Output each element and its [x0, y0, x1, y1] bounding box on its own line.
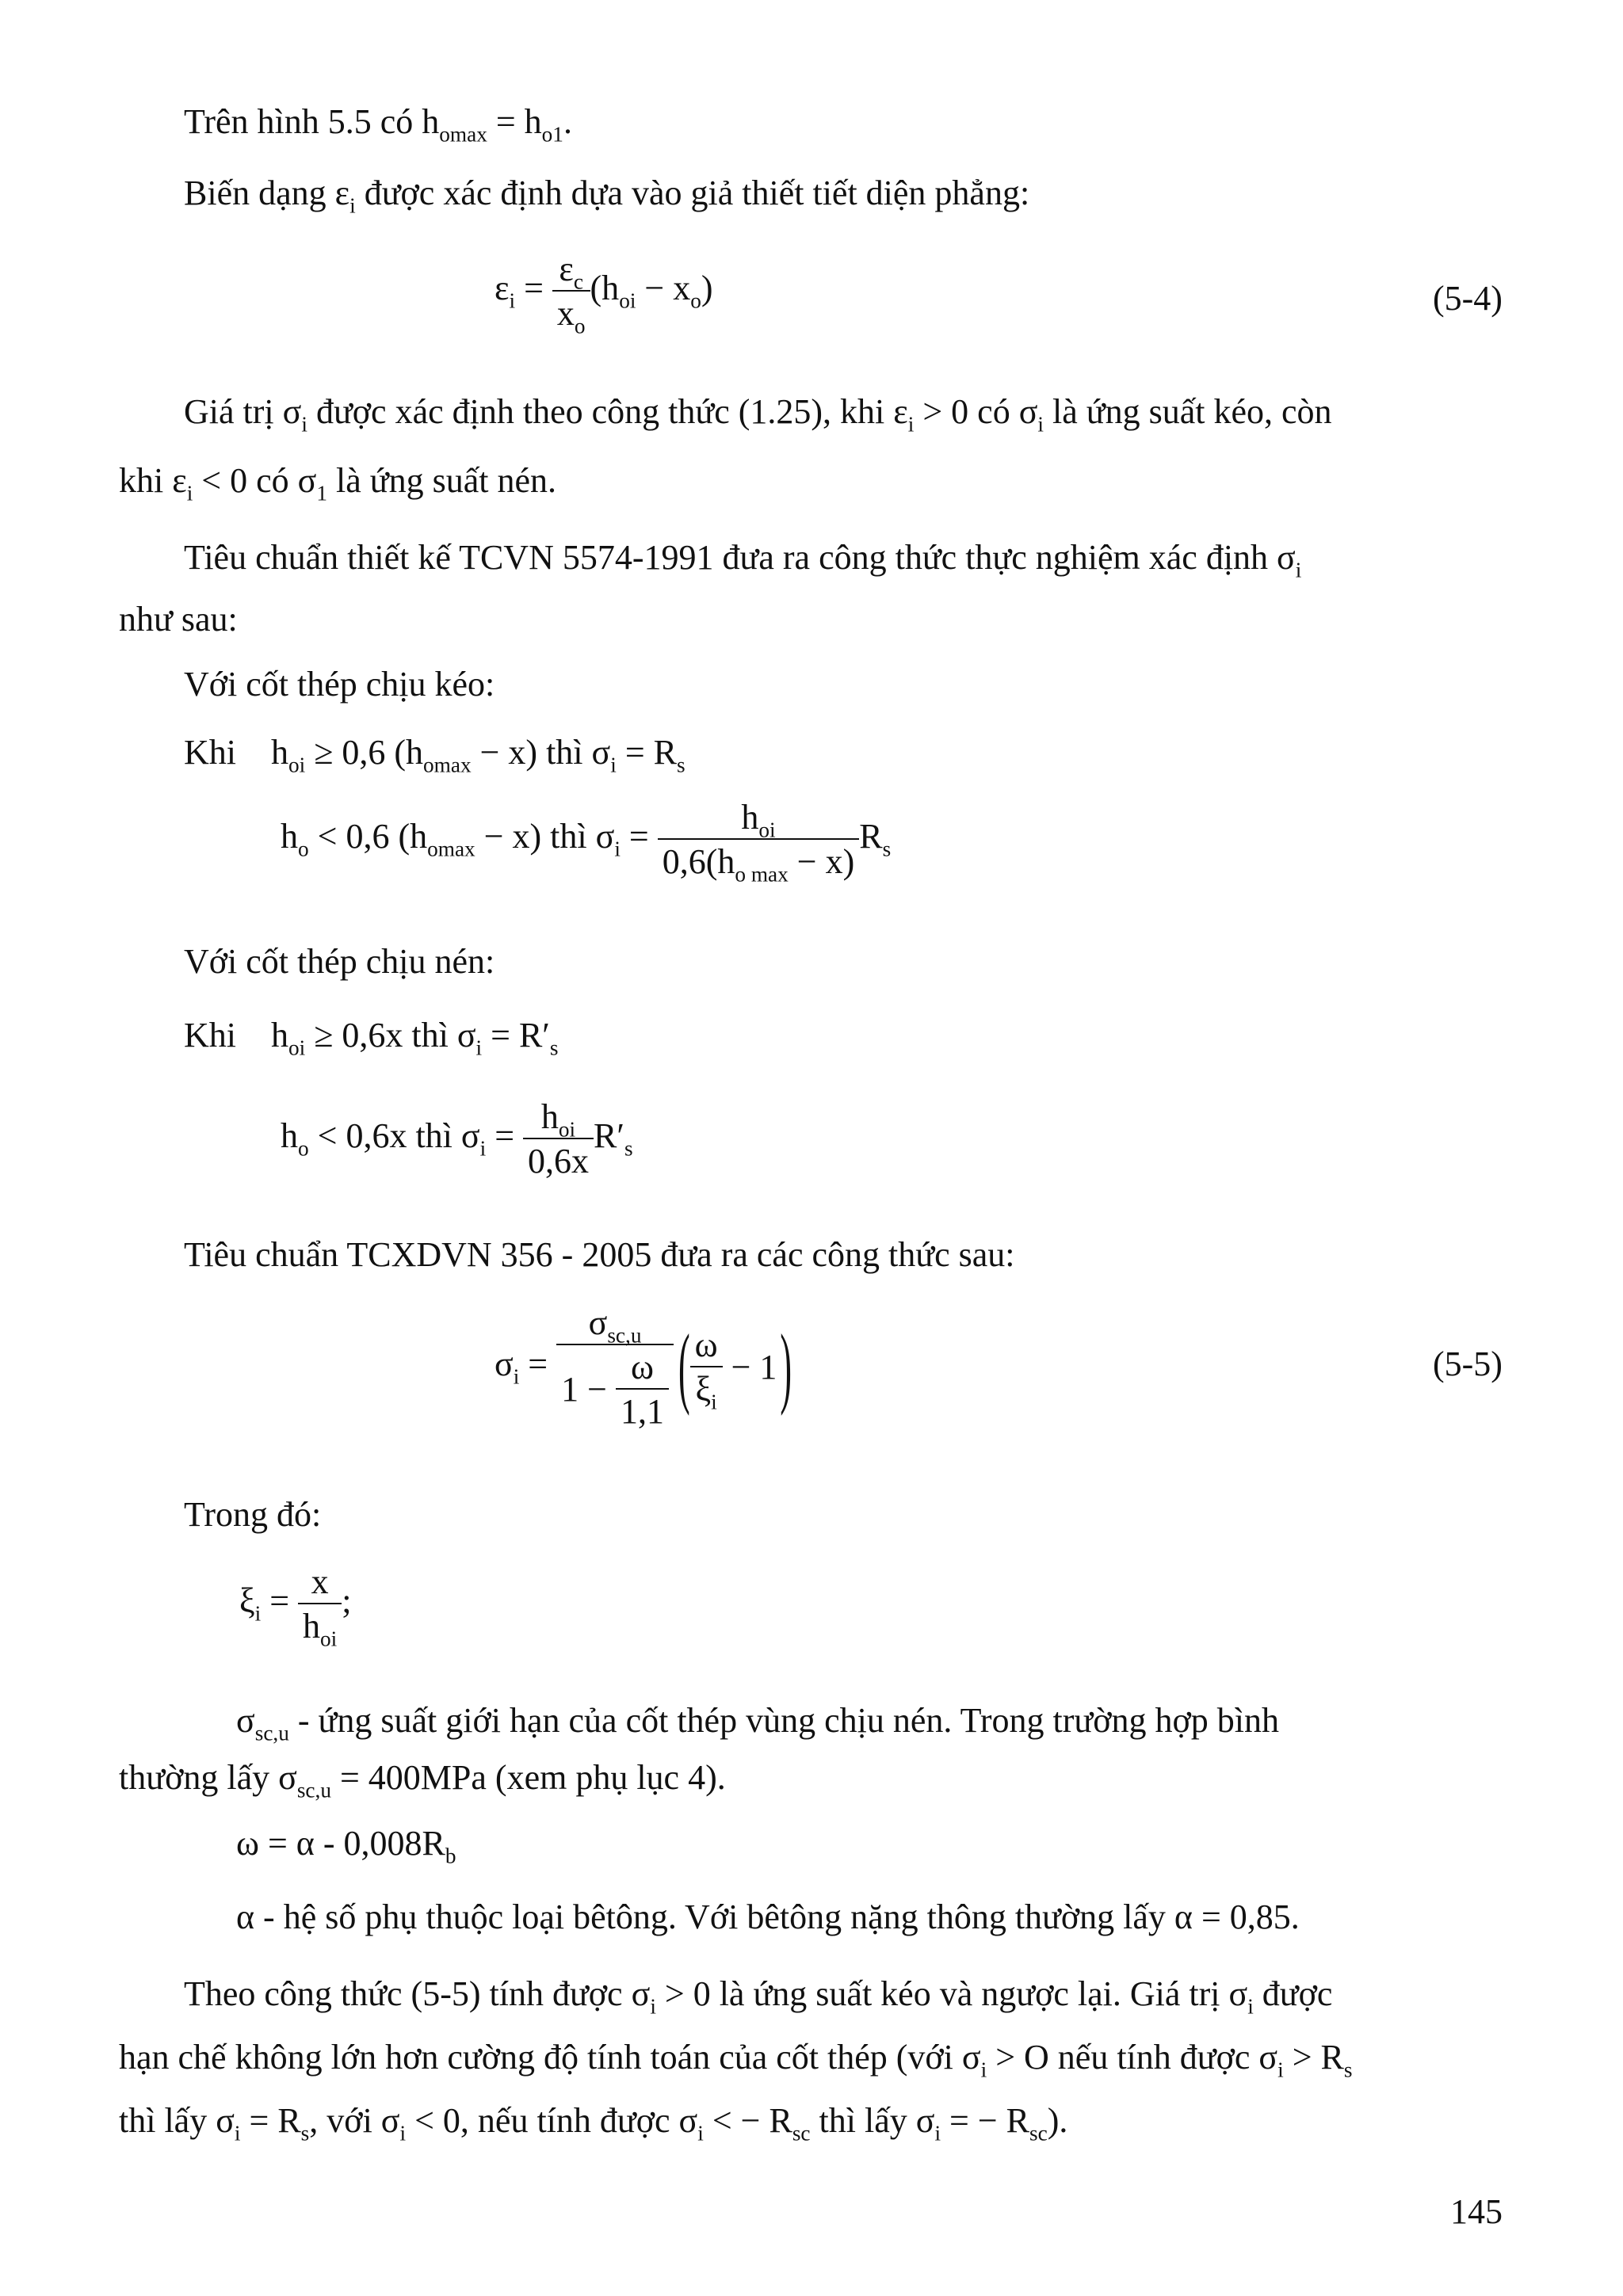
subscript: i — [513, 1364, 520, 1389]
text-span: ). — [1047, 2101, 1068, 2140]
eq-symbol: h — [540, 1097, 559, 1136]
fraction — [658, 798, 860, 887]
condition-line-compression-2 — [281, 1097, 633, 1180]
fraction — [552, 250, 590, 338]
eq-symbol: σ — [588, 1303, 608, 1342]
eq-term: − 1 — [722, 1348, 777, 1386]
text-span: − x) thì σ — [471, 733, 611, 772]
text-span: được — [1253, 1974, 1333, 2013]
eq-symbol: ε — [559, 250, 574, 288]
eq-symbol: R — [859, 817, 883, 856]
text-span: < 0,6 (h — [308, 817, 428, 856]
equation-5-4 — [495, 250, 713, 338]
subscript: s — [1343, 2058, 1353, 2082]
text-span: khi ε — [119, 461, 187, 500]
subscript: i — [907, 412, 915, 437]
condition-line-tension-2 — [281, 798, 892, 887]
equation-number: (5-4) — [1433, 279, 1503, 318]
text-span: > O nếu tính được σ — [987, 2038, 1278, 2077]
fraction-denominator: 0,6x — [523, 1138, 594, 1179]
text-line-homax — [184, 102, 572, 147]
condition-line-tension-1 — [184, 733, 685, 777]
subscript: s — [300, 2121, 310, 2145]
text-span: Biến dạng ε — [184, 174, 350, 212]
subscript: sc — [1029, 2121, 1048, 2145]
subscript: sc,u — [254, 1721, 289, 1745]
eq-term: ) — [701, 269, 713, 308]
fraction-denominator — [658, 838, 860, 887]
text-span: thì lấy σ — [119, 2101, 235, 2140]
subscript: sc — [792, 2121, 811, 2145]
text-span: - ứng suất giới hạn của cốt thép vùng chịu nén. Trong trường hợp bình — [288, 1701, 1280, 1740]
fraction — [556, 1303, 674, 1431]
text-line — [119, 2101, 1068, 2145]
equation-5-5 — [495, 1303, 792, 1431]
text-line: như sau: — [119, 600, 238, 639]
fraction — [523, 1097, 594, 1180]
subscript: i — [254, 1601, 262, 1626]
right-paren: ) — [780, 1316, 792, 1417]
text-span: σ — [236, 1701, 255, 1740]
subscript: i — [509, 288, 516, 313]
fraction-numerator — [658, 798, 860, 842]
subscript: o — [690, 288, 701, 313]
subscript: s — [549, 1035, 559, 1060]
fraction-numerator — [556, 1303, 674, 1348]
eq-term: ; — [342, 1581, 352, 1621]
text-line: Với cốt thép chịu kéo: — [184, 665, 495, 704]
subscript: c — [573, 269, 583, 294]
subscript: i — [1247, 1994, 1254, 2019]
subscript: i — [234, 2121, 241, 2145]
subscript: sc,u — [296, 1778, 331, 1802]
eq-symbol: h — [303, 1607, 321, 1646]
fraction-denominator — [552, 290, 590, 338]
text-span: < 0 có σ — [193, 461, 317, 500]
text-span: > 0 là ứng suất kéo và ngược lại. Giá trị σ — [655, 1974, 1248, 2013]
text-span: = 400MPa (xem phụ lục 4). — [330, 1758, 726, 1797]
text-line — [184, 392, 1332, 437]
fraction-denominator — [556, 1344, 674, 1429]
fraction-numerator: ω — [630, 1348, 654, 1386]
text-span: được xác định dựa vào giả thiết tiết diện phẳng: — [355, 174, 1030, 212]
inner-fraction — [616, 1350, 669, 1429]
subscript: o — [298, 1136, 309, 1161]
text-span: < − R — [703, 2101, 792, 2140]
subscript: i — [614, 837, 621, 861]
eq-symbol: ξ — [695, 1370, 712, 1409]
fraction-numerator — [552, 250, 590, 294]
text-span: = R — [616, 733, 677, 772]
subscript: o — [574, 314, 586, 338]
eq-term: 1 − — [561, 1370, 616, 1409]
subscript: i — [610, 753, 617, 777]
subscript: i — [186, 481, 193, 505]
subscript: oi — [288, 1035, 306, 1060]
text-span: h — [271, 733, 288, 772]
text-span: Trên hình 5.5 có h — [184, 102, 440, 141]
subscript: i — [1037, 412, 1044, 437]
text-line — [184, 538, 1302, 582]
text-span: = − R — [941, 2101, 1030, 2140]
subscript: o — [298, 837, 309, 861]
subscript: s — [882, 837, 892, 861]
subscript: i — [650, 1994, 656, 2019]
eq-symbol: R′ — [594, 1116, 625, 1156]
text-span: hạn chế không lớn hơn cường độ tính toán của cốt thép (với σ — [119, 2038, 981, 2077]
eq-symbol: σ — [495, 1344, 514, 1384]
text-span: > 0 có σ — [914, 392, 1038, 431]
text-span: h — [271, 1016, 288, 1055]
text-span: là ứng suất nén. — [327, 461, 556, 500]
text-span: h — [281, 1116, 298, 1156]
subscript: omax — [439, 122, 487, 147]
subscript: oi — [758, 818, 776, 842]
fraction — [298, 1562, 342, 1651]
text-span: thì lấy σ — [810, 2101, 935, 2140]
text-line: Trong đó: — [184, 1495, 322, 1534]
text-line — [236, 1824, 456, 1868]
eq-sign: = — [519, 1344, 557, 1384]
text-line — [119, 461, 556, 505]
text-line: α - hệ số phụ thuộc loại bêtông. Với bêtông nặng thông thường lấy α = 0,85. — [236, 1897, 1300, 1936]
eq-sign: = — [261, 1581, 299, 1621]
eq-symbol: ξ — [239, 1581, 255, 1621]
equation-number: (5-5) — [1433, 1344, 1503, 1383]
subscript: o max — [735, 862, 789, 887]
condition-line-compression-1 — [184, 1016, 559, 1060]
subscript: i — [1295, 558, 1302, 582]
text-line — [184, 1974, 1333, 2019]
subscript: i — [697, 2121, 704, 2145]
text-line — [119, 2038, 1353, 2082]
eq-term: − x) — [788, 842, 855, 881]
fraction-denominator — [298, 1603, 342, 1651]
text-line — [236, 1701, 1280, 1745]
fraction-numerator: x — [311, 1562, 329, 1601]
eq-symbol: ε — [495, 269, 510, 308]
subscript: i — [301, 412, 307, 437]
text-span: Theo công thức (5-5) tính được σ — [184, 1974, 651, 2013]
eq-symbol: x — [556, 294, 575, 333]
subscript: oi — [619, 288, 636, 313]
text-span: < 0,6x thì σ — [308, 1116, 480, 1156]
fraction-numerator — [523, 1097, 594, 1142]
fraction-denominator — [690, 1366, 723, 1414]
subscript: oi — [320, 1627, 338, 1651]
text-span: < 0, nếu tính được σ — [406, 2101, 698, 2140]
text-span: = R — [240, 2101, 301, 2140]
text-line — [119, 1758, 726, 1802]
left-paren: ( — [678, 1316, 690, 1417]
xi-formula — [239, 1562, 352, 1651]
text-span: > R — [1283, 2038, 1344, 2077]
text-line: Với cốt thép chịu nén: — [184, 942, 495, 981]
eq-sign: = — [620, 817, 658, 856]
text-span: ≥ 0,6 (h — [305, 733, 424, 772]
subscript: i — [475, 1035, 483, 1060]
text-span: h — [281, 817, 298, 856]
text-span: . — [563, 102, 572, 141]
subscript: s — [624, 1136, 633, 1161]
eq-term: (h — [590, 269, 620, 308]
subscript: omax — [427, 837, 475, 861]
subscript: i — [479, 1136, 487, 1161]
subscript: o1 — [541, 122, 563, 147]
text-span: Tiêu chuẩn thiết kế TCVN 5574-1991 đưa ra công thức thực nghiệm xác định σ — [184, 538, 1296, 577]
page-number: 145 — [1450, 2192, 1503, 2231]
text-span: được xác định theo công thức (1.25), khi ε — [307, 392, 908, 431]
subscript: i — [934, 2121, 941, 2145]
subscript: i — [1277, 2058, 1284, 2082]
fraction — [690, 1325, 723, 1414]
text-line-deformation — [184, 174, 1030, 218]
text-span: = R′ — [482, 1016, 550, 1055]
subscript: i — [399, 2121, 407, 2145]
text-span: ≥ 0,6x thì σ — [305, 1016, 476, 1055]
text-span: Khi — [184, 1016, 236, 1055]
eq-term: 0,6(h — [662, 842, 735, 881]
fraction-denominator: 1,1 — [616, 1388, 669, 1429]
text-span: , với σ — [309, 2101, 400, 2140]
eq-sign: = — [515, 269, 552, 308]
text-span: là ứng suất kéo, còn — [1043, 392, 1332, 431]
text-span: ω = α - 0,008R — [236, 1824, 445, 1863]
subscript: omax — [423, 753, 472, 777]
eq-sign: = — [486, 1116, 524, 1156]
subscript: oi — [558, 1117, 576, 1142]
eq-symbol: h — [741, 798, 759, 837]
subscript: i — [980, 2058, 987, 2082]
fraction-numerator: ω — [694, 1325, 718, 1364]
text-span: Giá trị σ — [184, 392, 302, 431]
subscript: i — [711, 1390, 717, 1414]
subscript: s — [677, 753, 685, 777]
text-span: = h — [487, 102, 542, 141]
subscript: i — [349, 193, 356, 218]
eq-term: − x — [636, 269, 691, 308]
subscript: oi — [288, 753, 306, 777]
text-line: Tiêu chuẩn TCXDVN 356 - 2005 đưa ra các công thức sau: — [184, 1235, 1015, 1274]
text-span: − x) thì σ — [475, 817, 615, 856]
subscript: sc,u — [607, 1323, 642, 1348]
subscript: b — [445, 1844, 456, 1868]
subscript: 1 — [316, 481, 327, 505]
text-span: thường lấy σ — [119, 1758, 297, 1797]
text-span: Khi — [184, 733, 236, 772]
